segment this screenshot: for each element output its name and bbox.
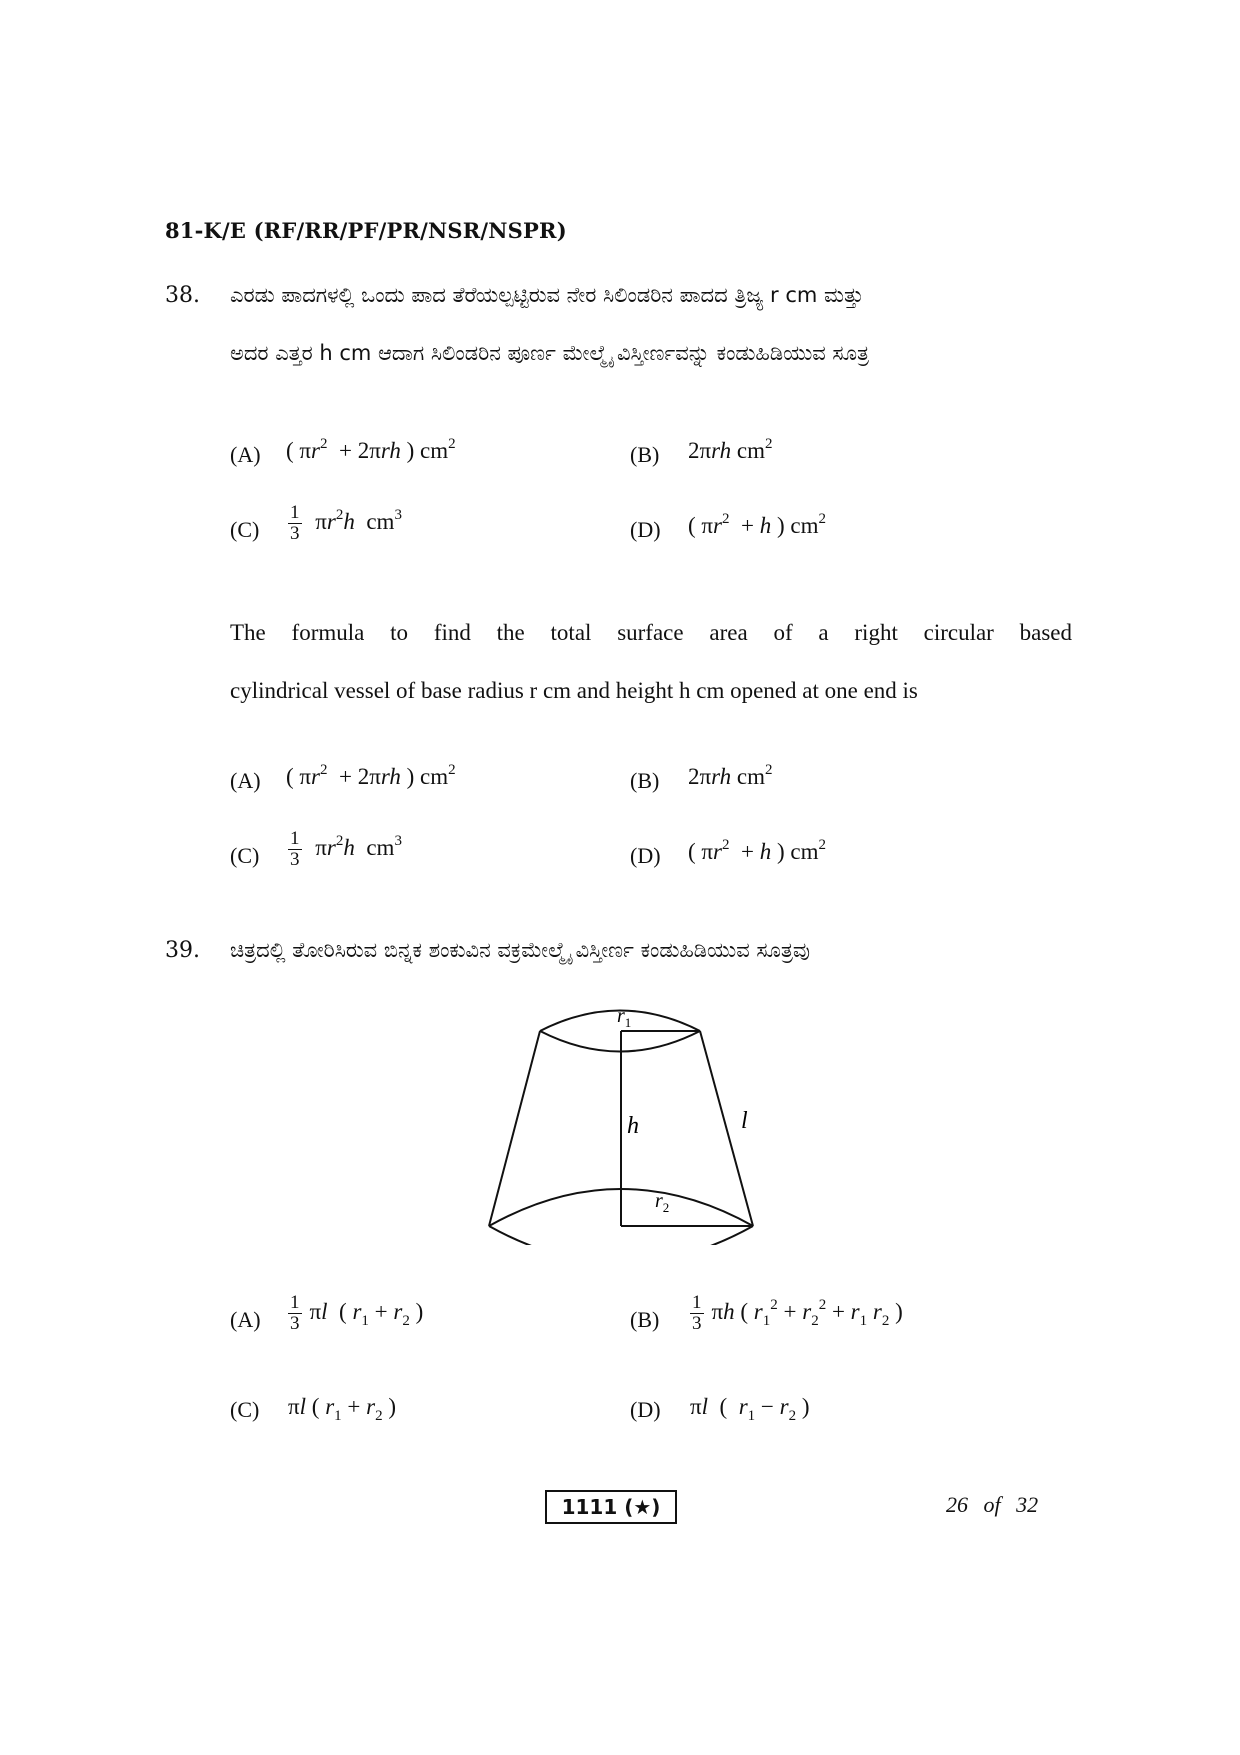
q38-kn-option-b: 2πrh $cm^2$	[688, 436, 773, 463]
frustum-left-side	[489, 1031, 540, 1226]
q38-kn-option-a-label: (A)	[230, 442, 261, 467]
q39-option-b: $\frac{1}{3}$ πh ( $r_1^2 + r_2^2 + r_1$ $r_2$ )	[692, 1292, 903, 1334]
q39-option-d: πl ( $r_1 - r_2$ )	[690, 1394, 810, 1424]
frustum-figure	[470, 995, 770, 1245]
l-label: l	[741, 1108, 748, 1134]
q38-english-line2: cylindrical vessel of base radius r cm and height h cm opened at one end is	[230, 678, 918, 703]
q38-kn-option-c: $\frac{1}{3}$ $\pi r^2h$ $cm^3$	[290, 502, 402, 544]
q38-en-option-c-label: (C)	[230, 843, 260, 868]
frustum-bottom-front-arc	[489, 1226, 753, 1245]
q38-en-option-b: 2πrh $cm^2$	[688, 762, 773, 789]
q38-kn-option-a: ( $\pi r^2 + 2\pi rh$ ) $cm^2$	[286, 436, 456, 463]
question-number-39: 39.	[165, 938, 200, 963]
q38-kannada-line2: ಅದರ ಎತ್ತರ h cm ಆದಾಗ ಸಿಲಿಂಡರಿನ ಪೂರ್ಣ ಮೇಲ್ಮೈ ವಿಸ್ತೀರ್ಣವನ್ನು ಕಂಡುಹಿಡಿಯುವ ಸೂತ್ರ	[230, 341, 869, 365]
q38-en-option-a: ( $\pi r^2 + 2\pi rh$ ) $cm^2$	[286, 762, 456, 789]
paper-code-header: 81-K/E (RF/RR/PF/PR/NSR/NSPR)	[165, 218, 567, 243]
q38-en-option-b-label: (B)	[630, 768, 660, 793]
q38-kn-option-c-label: (C)	[230, 517, 260, 542]
q38-kn-option-d-label: (D)	[630, 517, 661, 542]
r2-label: $r_2$	[655, 1190, 670, 1215]
q38-en-option-d: ( $\pi r^2 + h$ ) $cm^2$	[688, 837, 826, 864]
q38-kannada-line1: ಎರಡು ಪಾದಗಳಲ್ಲಿ ಒಂದು ಪಾದ ತೆರೆಯಲ್ಪಟ್ಟಿರುವ ನೇರ ಸಿಲಿಂಡರಿನ ಪಾದದ ತ್ರಿಜ್ಯ r cm ಮತ್ತು	[230, 283, 864, 307]
h-label: h	[627, 1113, 639, 1139]
r1-label: $r_1$	[617, 1005, 632, 1030]
q39-kannada-line1: ಚಿತ್ರದಲ್ಲಿ ತೋರಿಸಿರುವ ಬಿನ್ನಕ ಶಂಕುವಿನ ವಕ್ರಮೇಲ್ಮೈ ವಿಸ್ತೀರ್ಣ ಕಂಡುಹಿಡಿಯುವ ಸೂತ್ರವು	[230, 938, 811, 962]
q39-option-b-label: (B)	[630, 1307, 660, 1332]
q39-option-a-label: (A)	[230, 1307, 261, 1332]
q38-en-option-a-label: (A)	[230, 768, 261, 793]
question-number-38: 38.	[165, 283, 200, 308]
page-number: 26 of 32	[946, 1492, 1039, 1517]
q38-kn-option-d: ( $\pi r^2 + h$ ) $cm^2$	[688, 511, 826, 538]
q38-en-option-d-label: (D)	[630, 843, 661, 868]
q39-option-c: πl ( $r_1 + r_2$ )	[288, 1394, 396, 1424]
q38-en-option-c: $\frac{1}{3}$ $\pi r^2h$ $cm^3$	[290, 828, 402, 870]
q39-option-a: $\frac{1}{3}$ πl ( $r_1 + r_2$ )	[290, 1292, 424, 1334]
q39-option-d-label: (D)	[630, 1397, 661, 1422]
q38-kn-option-b-label: (B)	[630, 442, 660, 467]
q39-option-c-label: (C)	[230, 1397, 260, 1422]
q38-english-line1: The formula to find the total surface area of a right circular based	[230, 620, 1072, 645]
booklet-code-box: 1111 (★)	[545, 1490, 677, 1524]
